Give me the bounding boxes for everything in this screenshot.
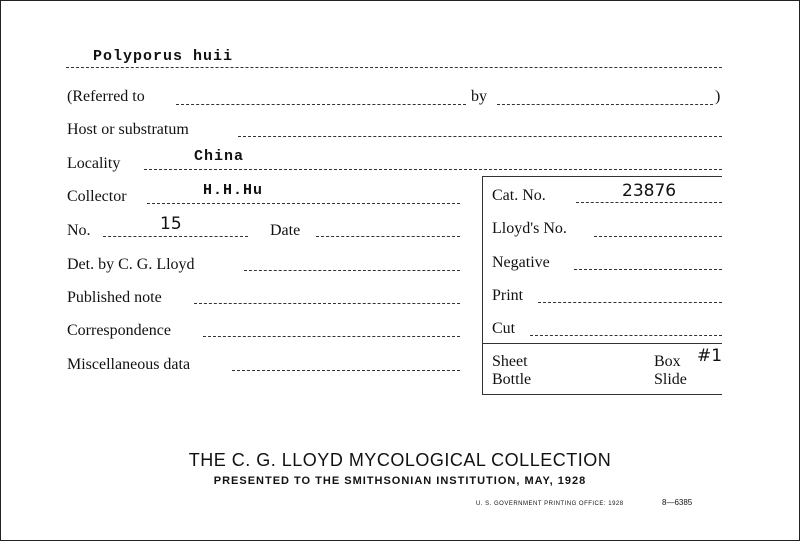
- referred-to-line: [176, 104, 466, 105]
- misc-data-line: [232, 370, 460, 371]
- specimen-name-line: [66, 67, 722, 68]
- collector-line: [147, 203, 460, 204]
- host-line: [238, 136, 722, 137]
- by-label: by: [471, 88, 487, 105]
- correspondence-line: [203, 336, 460, 337]
- cut-line: [530, 335, 722, 336]
- no-value: 15: [160, 214, 182, 234]
- misc-data-label: Miscellaneous data: [67, 356, 191, 373]
- date-line: [316, 236, 460, 237]
- lloyds-no-line: [594, 236, 722, 237]
- no-line: [103, 236, 248, 237]
- cat-no-value: 23876: [622, 181, 677, 201]
- specimen-name: Polyporus huii: [93, 48, 234, 65]
- negative-label: Negative: [492, 254, 550, 271]
- cat-no-label: Cat. No.: [492, 187, 546, 204]
- det-by-label: Det. by C. G. Lloyd: [67, 256, 195, 273]
- by-line: [497, 104, 713, 105]
- collection-subtitle: PRESENTED TO THE SMITHSONIAN INSTITUTION, MAY, 1928: [213, 475, 587, 487]
- printing-office-note: U. S. GOVERNMENT PRINTING OFFICE: 1928: [476, 501, 624, 507]
- close-paren: ): [715, 88, 721, 105]
- locality-line: [144, 169, 722, 170]
- negative-line: [574, 269, 722, 270]
- locality-value: China: [194, 148, 245, 165]
- box-value: #1: [697, 346, 723, 366]
- sheet-label: Sheet: [492, 353, 528, 370]
- print-line: [538, 302, 722, 303]
- published-note-label: Published note: [67, 289, 162, 306]
- det-by-line: [244, 270, 460, 271]
- correspondence-label: Correspondence: [67, 322, 171, 339]
- collector-value: H.H.Hu: [203, 182, 264, 199]
- panel-bottom-border: [482, 394, 722, 395]
- host-label: Host or substratum: [67, 121, 189, 138]
- panel-top-border: [482, 176, 722, 177]
- referred-to-label: (Referred to: [67, 88, 145, 105]
- published-note-line: [194, 303, 460, 304]
- print-label: Print: [492, 287, 524, 304]
- locality-label: Locality: [67, 155, 121, 172]
- panel-left-border: [482, 176, 483, 394]
- collection-title: THE C. G. LLOYD MYCOLOGICAL COLLECTION: [188, 450, 612, 470]
- lloyds-no-label: Lloyd's No.: [492, 220, 567, 237]
- panel-divider: [482, 343, 722, 344]
- bottle-label: Bottle: [492, 371, 532, 388]
- cat-no-line: [576, 202, 722, 203]
- no-label: No.: [67, 222, 91, 239]
- cut-label: Cut: [492, 320, 516, 337]
- form-code: 8—6385: [662, 498, 693, 507]
- collector-label: Collector: [67, 188, 127, 205]
- date-label: Date: [270, 222, 301, 239]
- box-label: Box: [654, 353, 681, 370]
- slide-label: Slide: [654, 371, 687, 388]
